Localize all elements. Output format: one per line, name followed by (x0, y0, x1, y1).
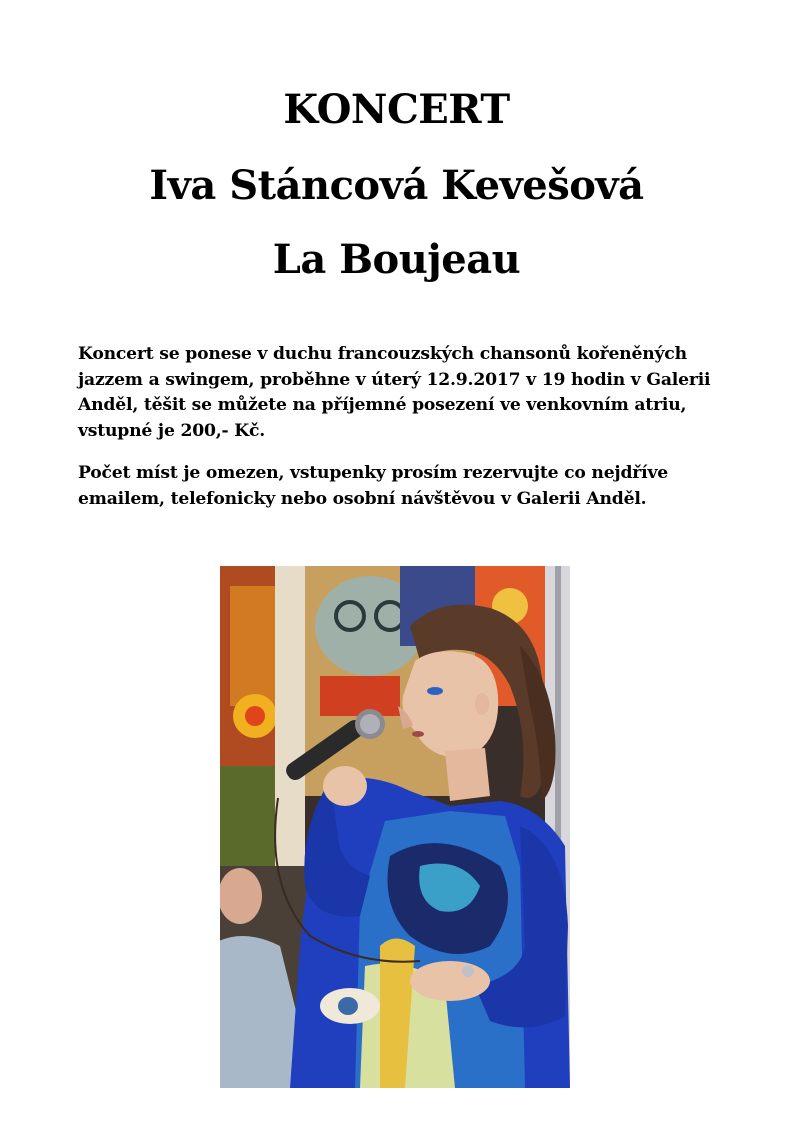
singer-photo (220, 566, 570, 1088)
title-koncert: KONCERT (283, 86, 510, 133)
band-name: La Boujeau (272, 236, 521, 283)
reservation-info: Počet míst je omezen, vstupenky prosím rezervujte co nejdříve emailem, telefonicky nebo osobní návštěvou v Galerii Anděl. (78, 463, 668, 509)
event-description: Koncert se ponese v duchu francouzských chansonů kořeněných jazzem a swingem, proběhne v úterý 12.9.2017 v 19 hodin v Galerii Anděl, těšit se můžete na příjemné posezení ve venkovním atriu, vstupné je 200,- Kč. (78, 344, 711, 441)
performer-name: Iva Stáncová Kevešová (149, 162, 644, 209)
